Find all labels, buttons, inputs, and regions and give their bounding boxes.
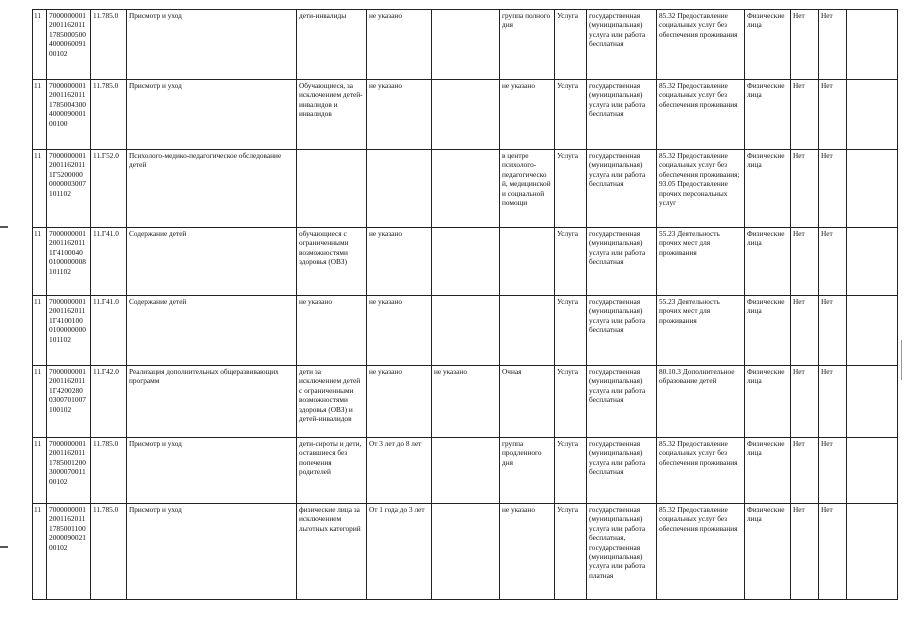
age-range: не указано (367, 366, 432, 438)
okved-activity: 85.32 Предоставление социальных услуг без обеспечения проживания (657, 438, 745, 504)
okved-activity: 85.32 Предоставление социальных услуг без обеспечения проживания (657, 10, 745, 80)
payment-basis: государственная (муниципальная) услуга или работа бесплатная (587, 438, 657, 504)
provision-form (500, 296, 555, 366)
item-type: Услуга (555, 366, 587, 438)
item-type: Услуга (555, 80, 587, 150)
consumer-category: обучающиеся с ограниченными возможностями здоровья (ОВЗ) (297, 228, 367, 296)
flag-two: Нет (819, 80, 847, 150)
table-row (33, 10, 898, 80)
payment-basis: государственная (муниципальная) услуга или работа бесплатная (587, 228, 657, 296)
row-number: 11 (33, 366, 47, 438)
payment-basis: государственная (муниципальная) услуга или работа бесплатная (587, 80, 657, 150)
flag-two: Нет (819, 296, 847, 366)
table-row (33, 80, 898, 150)
empty-cell (847, 366, 898, 438)
empty-cell (847, 296, 898, 366)
flag-two: Нет (819, 504, 847, 600)
consumer-type: Физические лица (745, 228, 791, 296)
item-type: Услуга (555, 296, 587, 366)
extra-parameter (432, 150, 500, 228)
okved-activity: 80.10.3 Дополнительное образование детей (657, 366, 745, 438)
age-range: не указано (367, 228, 432, 296)
consumer-type: Физические лица (745, 438, 791, 504)
flag-two: Нет (819, 150, 847, 228)
provision-form: не указано (500, 504, 555, 600)
service-name: Присмотр и уход (127, 504, 297, 600)
registry-number: 7000000001 2001162011 1785001200 3000070011 00102 (47, 438, 91, 504)
row-number: 11 (33, 296, 47, 366)
table-row (33, 438, 898, 504)
provision-form: не указано (500, 80, 555, 150)
extra-parameter: не указано (432, 366, 500, 438)
flag-two: Нет (819, 438, 847, 504)
flag-two: Нет (819, 366, 847, 438)
service-code: 11.Г41.0 (91, 296, 127, 366)
consumer-category: дети-сироты и дети, оставшиеся без попечения родителей (297, 438, 367, 504)
row-number: 11 (33, 10, 47, 80)
flag-one: Нет (791, 366, 819, 438)
payment-basis: государственная (муниципальная) услуга или работа бесплатная (587, 150, 657, 228)
table-row (33, 296, 898, 366)
okved-activity: 85.32 Предоставление социальных услуг без обеспечения проживания (657, 80, 745, 150)
payment-basis: государственная (муниципальная) услуга или работа бесплатная, государственная (муниципальная) услуга или работа платная (587, 504, 657, 600)
age-range (367, 150, 432, 228)
empty-cell (847, 80, 898, 150)
empty-cell (847, 438, 898, 504)
age-range: не указано (367, 80, 432, 150)
flag-two: Нет (819, 10, 847, 80)
service-name: Содержание детей (127, 296, 297, 366)
provision-form: Очная (500, 366, 555, 438)
table-row (33, 150, 898, 228)
scan-edge-mark (0, 226, 8, 228)
age-range: не указано (367, 296, 432, 366)
table-row (33, 366, 898, 438)
okved-activity: 85.32 Предоставление социальных услуг без обеспечения проживания; 93.05 Предоставление прочих персональных услуг (657, 150, 745, 228)
scan-artifact-line (901, 340, 902, 380)
flag-one: Нет (791, 10, 819, 80)
service-code: 11.Г41.0 (91, 228, 127, 296)
registry-number: 7000000001 2001162011 1785004300 4000090001 00100 (47, 80, 91, 150)
row-number: 11 (33, 80, 47, 150)
consumer-type: Физические лица (745, 296, 791, 366)
service-code: 11.785.0 (91, 438, 127, 504)
registry-number: 7000000001 2001162011 1785000500 4000060091 00102 (47, 10, 91, 80)
registry-number: 7000000001 2001162011 1Г4100040 0100000008 101102 (47, 228, 91, 296)
provision-form: в центре психолого-педагогическо й, медицинской и социальной помощи (500, 150, 555, 228)
flag-one: Нет (791, 80, 819, 150)
service-name: Реализация дополнительных общеразвивающих программ (127, 366, 297, 438)
registry-number: 7000000001 2001162011 1Г5200000 0000003007 101102 (47, 150, 91, 228)
flag-two: Нет (819, 228, 847, 296)
consumer-type: Физические лица (745, 150, 791, 228)
flag-one: Нет (791, 504, 819, 600)
consumer-category: физические лица за исключением льготных категорий (297, 504, 367, 600)
item-type: Услуга (555, 10, 587, 80)
extra-parameter (432, 10, 500, 80)
provision-form: группа продленного дня (500, 438, 555, 504)
service-code: 11.785.0 (91, 10, 127, 80)
empty-cell (847, 228, 898, 296)
row-number: 11 (33, 504, 47, 600)
consumer-type: Физические лица (745, 80, 791, 150)
extra-parameter (432, 438, 500, 504)
service-name: Содержание детей (127, 228, 297, 296)
age-range: не указано (367, 10, 432, 80)
row-number: 11 (33, 438, 47, 504)
service-name: Присмотр и уход (127, 438, 297, 504)
flag-one: Нет (791, 296, 819, 366)
okved-activity: 85.32 Предоставление социальных услуг без обеспечения проживания (657, 504, 745, 600)
empty-cell (847, 504, 898, 600)
service-name: Присмотр и уход (127, 80, 297, 150)
age-range: От 3 лет до 8 лет (367, 438, 432, 504)
provision-form (500, 228, 555, 296)
item-type: Услуга (555, 438, 587, 504)
flag-one: Нет (791, 150, 819, 228)
table-row (33, 228, 898, 296)
service-name: Присмотр и уход (127, 10, 297, 80)
item-type: Услуга (555, 228, 587, 296)
consumer-category: дети-инвалиды (297, 10, 367, 80)
consumer-type: Физические лица (745, 10, 791, 80)
consumer-category: Обучающиеся, за исключением детей-инвалидов и инвалидов (297, 80, 367, 150)
service-name: Психолого-медико-педагогическое обследование детей (127, 150, 297, 228)
consumer-type: Физические лица (745, 366, 791, 438)
extra-parameter (432, 228, 500, 296)
scan-edge-mark (0, 546, 8, 548)
table-row (33, 504, 898, 600)
service-code: 11.Г52.0 (91, 150, 127, 228)
service-code: 11.785.0 (91, 80, 127, 150)
payment-basis: государственная (муниципальная) услуга или работа бесплатная (587, 10, 657, 80)
consumer-category: не указано (297, 296, 367, 366)
provision-form: группа полного дня (500, 10, 555, 80)
service-code: 11.785.0 (91, 504, 127, 600)
registry-sheet (32, 9, 877, 616)
row-number: 11 (33, 228, 47, 296)
row-number: 11 (33, 150, 47, 228)
payment-basis: государственная (муниципальная) услуга или работа бесплатная (587, 296, 657, 366)
consumer-category (297, 150, 367, 228)
registry-number: 7000000001 2001162011 1785001100 2000090021 00102 (47, 504, 91, 600)
registry-body (33, 10, 898, 600)
registry-number: 7000000001 2001162011 1Г4200280 0300701007 100102 (47, 366, 91, 438)
empty-cell (847, 150, 898, 228)
consumer-category: дети за исключением детей с ограниченными возможностями здоровья (ОВЗ) и детей-инвалидов (297, 366, 367, 438)
extra-parameter (432, 80, 500, 150)
item-type: Услуга (555, 150, 587, 228)
age-range: От 1 года до 3 лет (367, 504, 432, 600)
consumer-type: Физические лица (745, 504, 791, 600)
okved-activity: 55.23 Деятельность прочих мест для проживания (657, 296, 745, 366)
payment-basis: государственная (муниципальная) услуга или работа бесплатная (587, 366, 657, 438)
item-type: Услуга (555, 504, 587, 600)
extra-parameter (432, 296, 500, 366)
services-registry-table (32, 9, 898, 600)
extra-parameter (432, 504, 500, 600)
flag-one: Нет (791, 228, 819, 296)
registry-number: 7000000001 2001162011 1Г4100100 0100000000 101102 (47, 296, 91, 366)
empty-cell (847, 10, 898, 80)
service-code: 11.Г42.0 (91, 366, 127, 438)
okved-activity: 55.23 Деятельность прочих мест для проживания (657, 228, 745, 296)
flag-one: Нет (791, 438, 819, 504)
